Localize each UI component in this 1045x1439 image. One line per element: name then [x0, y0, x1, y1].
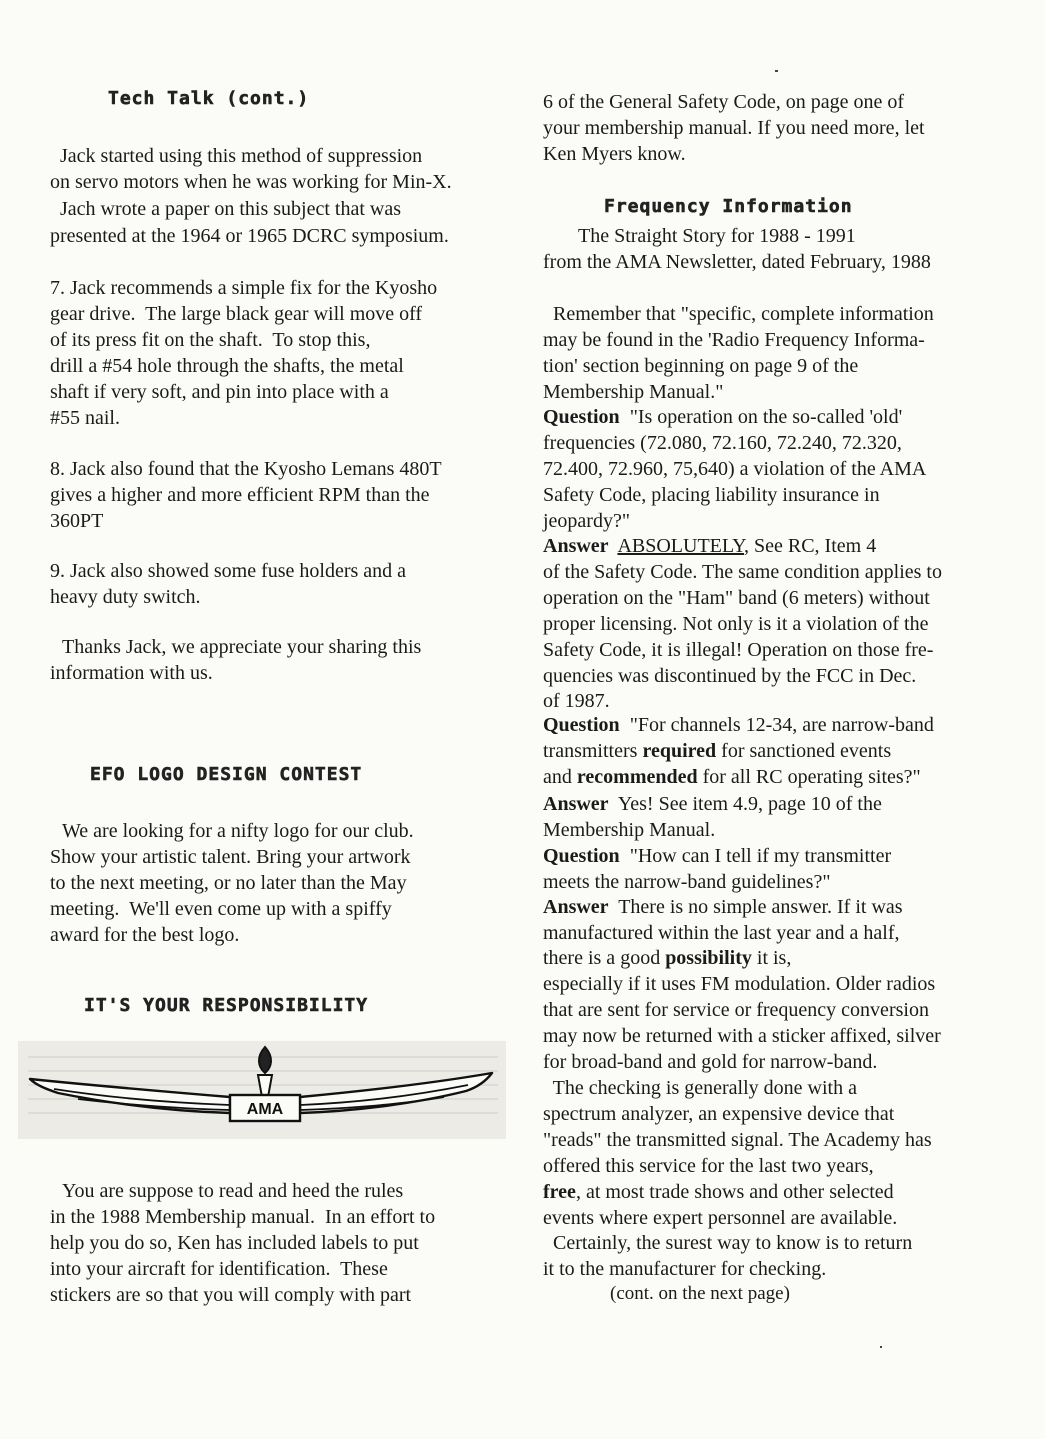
text-line: for broad-band and gold for narrow-band.: [543, 1051, 878, 1073]
text-line: presented at the 1964 or 1965 DCRC symposium.: [50, 225, 449, 247]
responsibility-heading: IT'S YOUR RESPONSIBILITY: [84, 995, 369, 1016]
ama-wings-logo: [18, 1041, 506, 1139]
text-line: frequencies (72.080, 72.160, 72.240, 72.320,: [543, 432, 902, 454]
text-line: Membership Manual.": [543, 381, 724, 403]
text-line: award for the best logo.: [50, 924, 240, 946]
answer-emphasis: ABSOLUTELY: [617, 535, 744, 557]
logo-contest-heading: EFO LOGO DESIGN CONTEST: [90, 764, 363, 785]
text-line: Show your artistic talent. Bring your artwork: [50, 846, 411, 868]
text-line: may now be returned with a sticker affixed, silver: [543, 1025, 941, 1047]
tech-talk-heading: Tech Talk (cont.): [108, 88, 310, 109]
answer-text: Yes! See item 4.9, page 10 of the: [617, 793, 882, 815]
text-line: help you do so, Ken has included labels to put: [50, 1232, 419, 1254]
text-span: , at most trade shows and other selected: [575, 1181, 894, 1203]
speck: [775, 70, 778, 72]
text-line: Jach wrote a paper on this subject that was: [60, 198, 402, 220]
bold-text: required: [642, 740, 717, 762]
bold-text: recommended: [576, 766, 698, 788]
question-text: "How can I tell if my transmitter: [629, 845, 892, 867]
text-line: 6 of the General Safety Code, on page one of: [543, 91, 904, 113]
text-line: may be found in the 'Radio Frequency Informa-: [543, 329, 925, 351]
text-line: You are suppose to read and heed the rules: [62, 1180, 404, 1202]
text-span: there is a good: [543, 947, 666, 969]
text-line: on servo motors when he was working for Min-X.: [50, 171, 452, 193]
text-line: 7. Jack recommends a simple fix for the Kyosho: [50, 277, 438, 299]
text-line: [543, 791, 882, 817]
text-line: [543, 764, 921, 790]
text-line: it to the manufacturer for checking.: [543, 1258, 827, 1280]
text-line: meeting. We'll even come up with a spiffy: [50, 898, 392, 920]
text-line: Thanks Jack, we appreciate your sharing this: [62, 636, 422, 658]
text-line: offered this service for the last two years,: [543, 1155, 874, 1177]
frequency-heading: Frequency Information: [604, 196, 853, 217]
text-span: it is,: [751, 947, 792, 969]
question-text: "Is operation on the so-called 'old': [629, 406, 903, 428]
text-line: [543, 945, 791, 971]
question-label: Question: [543, 714, 620, 736]
text-line: [543, 894, 903, 920]
text-line: spectrum analyzer, an expensive device that: [543, 1103, 895, 1125]
text-line: Ken Myers know.: [543, 143, 686, 165]
text-line: "reads" the transmitted signal. The Academy has: [543, 1129, 932, 1151]
bold-text: free: [543, 1181, 576, 1203]
text-span: for sanctioned events: [716, 740, 892, 762]
text-line: gives a higher and more efficient RPM than the: [50, 484, 430, 506]
text-span: and: [543, 766, 577, 788]
text-line: manufactured within the last year and a half,: [543, 922, 900, 944]
text-line: proper licensing. Not only is it a violation of the: [543, 613, 929, 635]
text-line: of 1987.: [543, 690, 610, 712]
text-line: of its press fit on the shaft. To stop this,: [50, 329, 371, 351]
ama-label: AMA: [246, 1101, 284, 1118]
question-label: Question: [543, 406, 620, 428]
question-label: Question: [543, 845, 620, 867]
text-line: 9. Jack also showed some fuse holders and a: [50, 560, 407, 582]
text-line: Certainly, the surest way to know is to return: [543, 1232, 913, 1254]
question-text: "For channels 12-34, are narrow-band: [629, 714, 934, 736]
text-line: We are looking for a nifty logo for our club.: [62, 820, 414, 842]
text-line: of the Safety Code. The same condition applies to: [543, 561, 942, 583]
text-line: shaft if very soft, and pin into place with a: [50, 381, 389, 403]
text-line: that are sent for service or frequency conversion: [543, 999, 929, 1021]
text-line: Safety Code, it is illegal! Operation on those fre-: [543, 639, 934, 661]
text-line: Safety Code, placing liability insurance in: [543, 484, 880, 506]
speck: [880, 1346, 882, 1348]
text-line: heavy duty switch.: [50, 586, 201, 608]
text-line: The checking is generally done with a: [543, 1077, 857, 1099]
text-line: drill a #54 hole through the shafts, the metal: [50, 355, 404, 377]
answer-text: , See RC, Item 4: [743, 535, 877, 557]
text-line: [543, 843, 891, 869]
text-line: 72.400, 72.960, 75,640) a violation of the AMA: [543, 458, 927, 480]
text-line: [543, 533, 876, 559]
text-line: [543, 1179, 894, 1205]
text-line: 8. Jack also found that the Kyosho Lemans 480T: [50, 458, 442, 480]
text-line: 360PT: [50, 510, 104, 532]
text-line: into your aircraft for identification. These: [50, 1258, 388, 1280]
text-line: meets the narrow-band guidelines?": [543, 871, 831, 893]
text-line: [543, 404, 902, 430]
text-line: [543, 738, 891, 764]
text-line: [543, 712, 934, 738]
text-line: Membership Manual.: [543, 819, 716, 841]
answer-label: Answer: [543, 793, 609, 815]
continued-note: (cont. on the next page): [610, 1283, 790, 1304]
text-line: events where expert personnel are available.: [543, 1207, 898, 1229]
answer-text: There is no simple answer. If it was: [618, 896, 903, 918]
answer-label: Answer: [543, 896, 609, 918]
text-line: information with us.: [50, 662, 213, 684]
text-line: quencies was discontinued by the FCC in Dec.: [543, 665, 917, 687]
text-line: gear drive. The large black gear will move off: [50, 303, 423, 325]
text-line: Remember that "specific, complete information: [553, 303, 934, 325]
text-line: in the 1988 Membership manual. In an effort to: [50, 1206, 436, 1228]
text-line: jeopardy?": [543, 510, 631, 532]
text-line: tion' section beginning on page 9 of the: [543, 355, 859, 377]
text-line: operation on the "Ham" band (6 meters) without: [543, 587, 930, 609]
bold-text: possibility: [665, 947, 752, 969]
text-line: especially if it uses FM modulation. Older radios: [543, 973, 936, 995]
ama-logo-clipping: [18, 1041, 506, 1139]
text-line: Jack started using this method of suppression: [60, 145, 423, 167]
text-line: to the next meeting, or no later than the May: [50, 872, 407, 894]
text-line: The Straight Story for 1988 - 1991: [578, 225, 856, 247]
text-line: #55 nail.: [50, 407, 120, 429]
text-line: from the AMA Newsletter, dated February, 1988: [543, 251, 931, 273]
text-span: transmitters: [543, 740, 643, 762]
text-span: for all RC operating sites?": [697, 766, 921, 788]
text-line: stickers are so that you will comply with part: [50, 1284, 412, 1306]
answer-label: Answer: [543, 535, 609, 557]
text-line: your membership manual. If you need more, let: [543, 117, 925, 139]
